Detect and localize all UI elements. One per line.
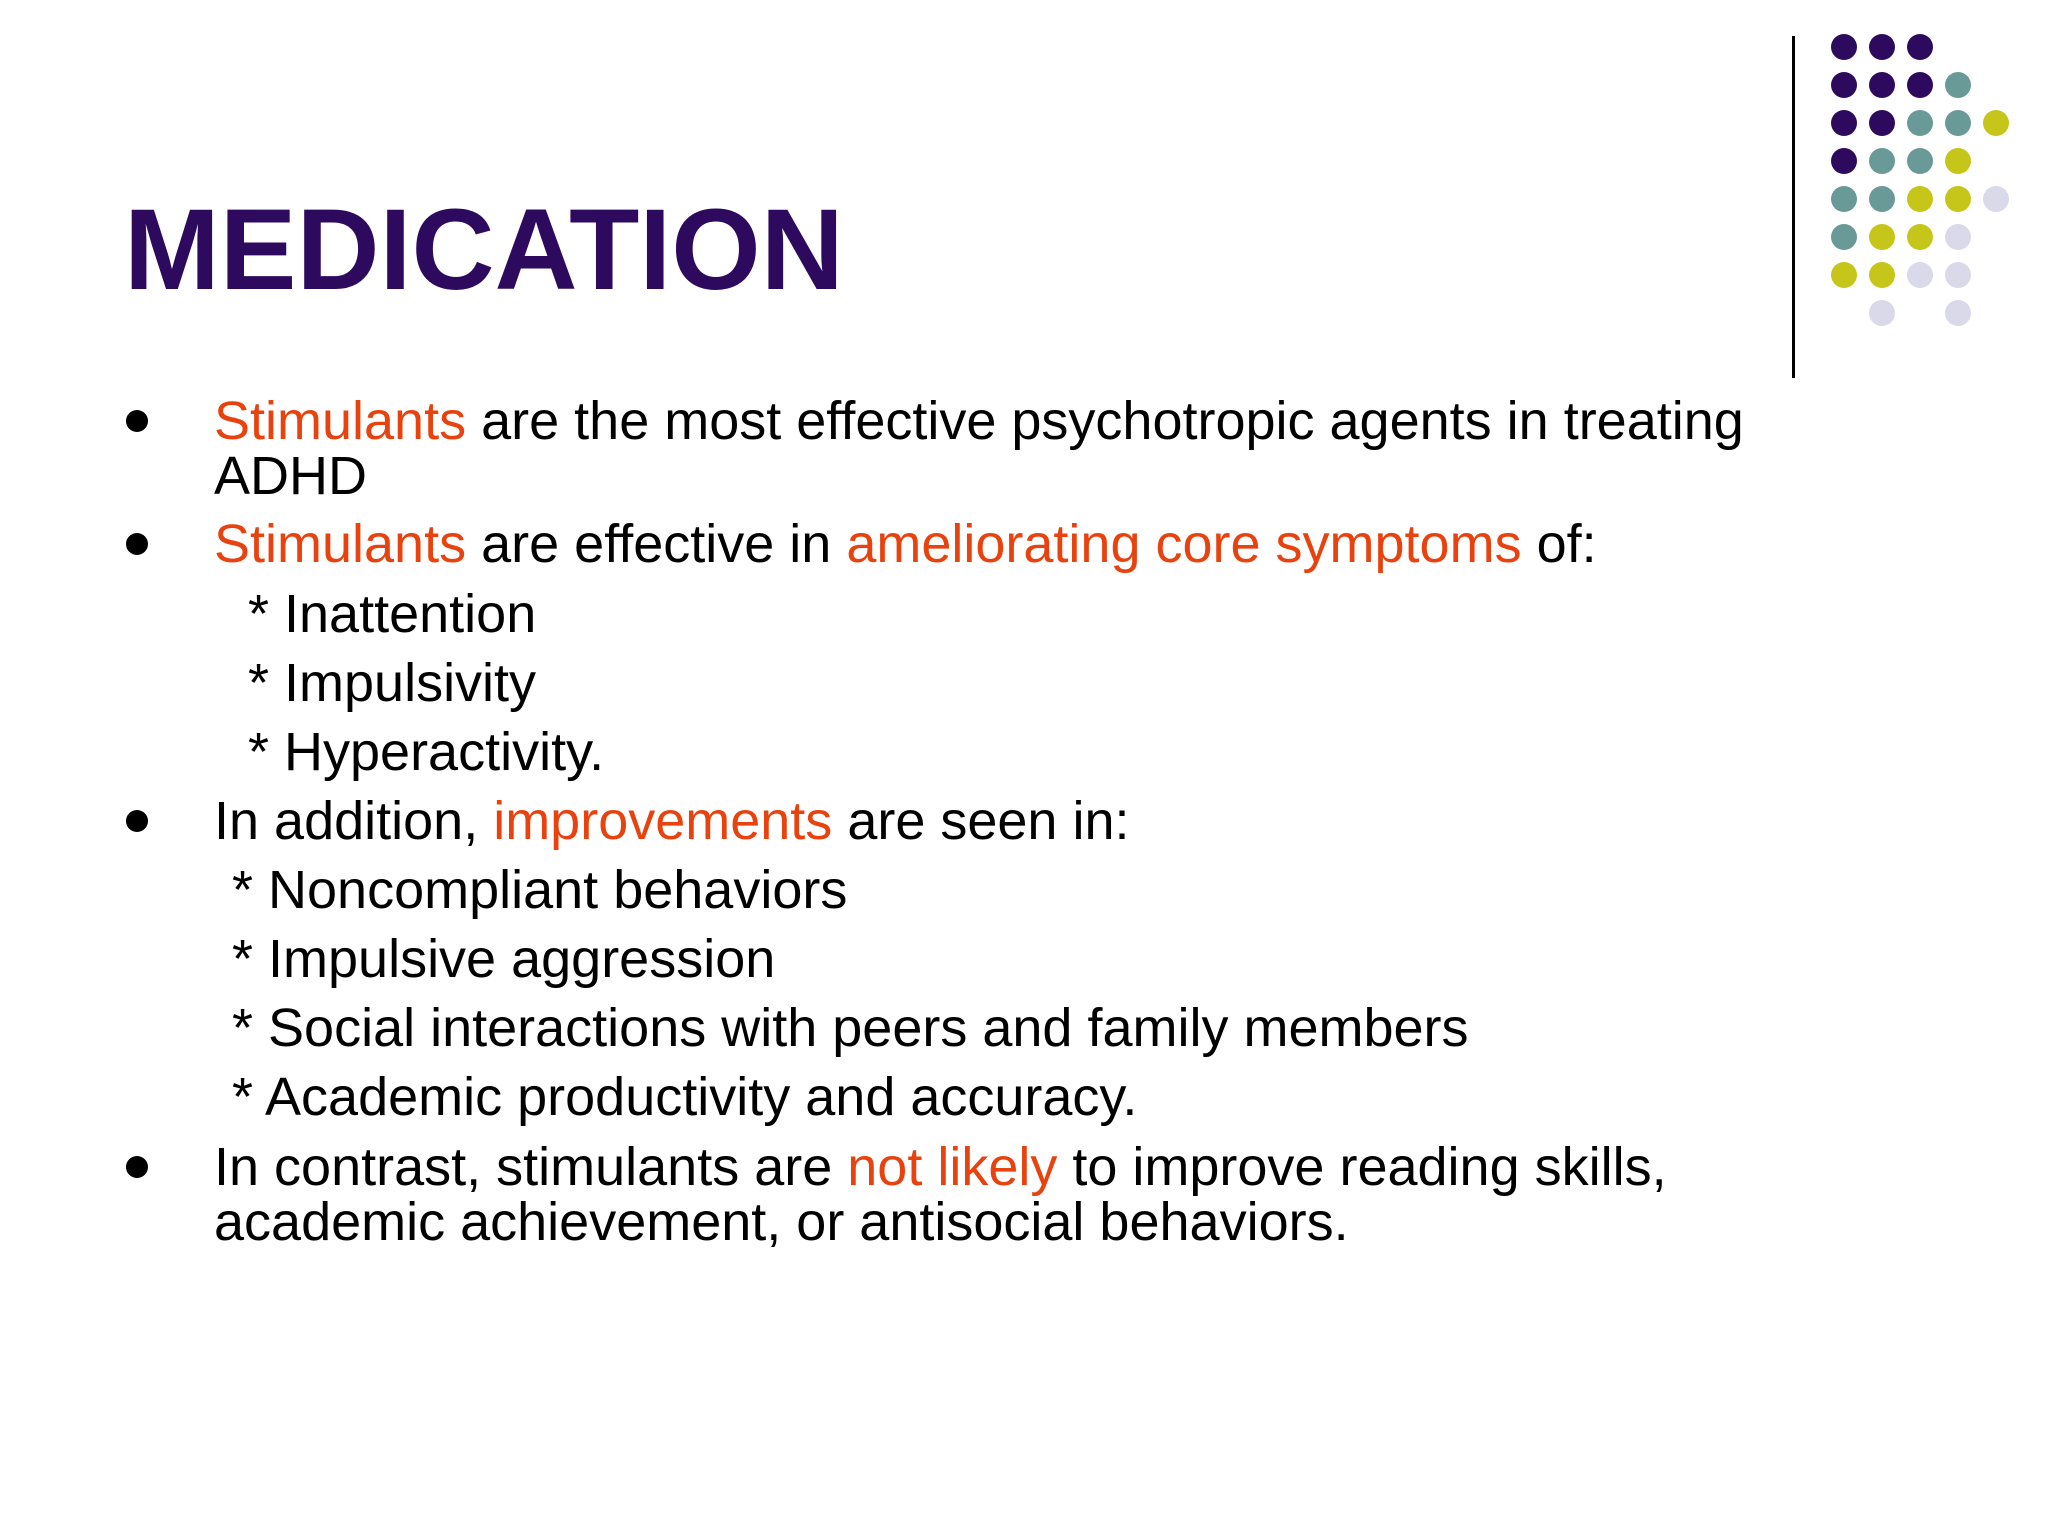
- body-text: are the most effective psychotropic agents in treating: [466, 391, 1744, 451]
- highlight-text: Stimulants: [214, 514, 467, 574]
- body-text: In contrast, stimulants are: [214, 1137, 848, 1197]
- dot-yellow: [1983, 110, 2009, 136]
- bullet-dot: [126, 810, 148, 832]
- dot-lavender: [1945, 300, 1971, 326]
- dot-purple: [1831, 110, 1857, 136]
- dot-lavender: [1945, 224, 1971, 250]
- bullet-1-line-1: [214, 391, 1744, 451]
- dot-purple: [1831, 148, 1857, 174]
- highlight-text: ameliorating core symptoms: [846, 514, 1522, 574]
- divider-line: [1792, 36, 1795, 378]
- sub-item: * Impulsivity: [248, 653, 537, 713]
- dot-teal: [1831, 186, 1857, 212]
- dot-yellow: [1907, 186, 1933, 212]
- bullet-4-line-2: academic achievement, or antisocial behaviors.: [214, 1192, 1349, 1252]
- dot-teal: [1869, 148, 1895, 174]
- highlight-text: improvements: [493, 791, 833, 851]
- bullet-2-line-1: [214, 514, 1597, 574]
- sub-item: * Impulsive aggression: [232, 929, 776, 989]
- body-text: are seen in:: [832, 791, 1130, 851]
- body-text: are effective in: [466, 514, 847, 574]
- body-text: of:: [1521, 514, 1597, 574]
- dot-lavender: [1945, 262, 1971, 288]
- dot-yellow: [1907, 224, 1933, 250]
- slide-title: MEDICATION: [124, 186, 844, 314]
- dot-teal: [1907, 110, 1933, 136]
- sub-item: * Noncompliant behaviors: [232, 860, 848, 920]
- dot-purple: [1869, 110, 1895, 136]
- sub-item: * Social interactions with peers and family members: [232, 998, 1469, 1058]
- body-text: In addition,: [214, 791, 494, 851]
- dot-yellow: [1869, 224, 1895, 250]
- dot-teal: [1869, 186, 1895, 212]
- dot-purple: [1831, 72, 1857, 98]
- sub-item: * Academic productivity and accuracy.: [232, 1067, 1138, 1127]
- dot-yellow: [1945, 148, 1971, 174]
- dot-lavender: [1869, 300, 1895, 326]
- dot-purple: [1869, 34, 1895, 60]
- dot-purple: [1831, 34, 1857, 60]
- body-text: to improve reading skills,: [1057, 1137, 1667, 1197]
- highlight-text: Stimulants: [214, 391, 467, 451]
- dot-purple: [1907, 72, 1933, 98]
- dot-lavender: [1907, 262, 1933, 288]
- dot-purple: [1869, 72, 1895, 98]
- bullet-dot: [126, 533, 148, 555]
- dot-yellow: [1945, 186, 1971, 212]
- highlight-text: not likely: [847, 1137, 1058, 1197]
- dot-yellow: [1831, 262, 1857, 288]
- dot-teal: [1945, 72, 1971, 98]
- dot-lavender: [1983, 186, 2009, 212]
- bullet-1-line-2: ADHD: [214, 446, 368, 506]
- dot-purple: [1907, 34, 1933, 60]
- sub-item: * Hyperactivity.: [248, 722, 605, 782]
- bullet-dot: [126, 410, 148, 432]
- bullet-dot: [126, 1156, 148, 1178]
- bullet-4-line-1: [214, 1137, 1667, 1197]
- dot-teal: [1945, 110, 1971, 136]
- dot-teal: [1907, 148, 1933, 174]
- sub-item: * Inattention: [248, 584, 537, 644]
- bullet-3-line-1: [214, 791, 1130, 851]
- dot-teal: [1831, 224, 1857, 250]
- dot-yellow: [1869, 262, 1895, 288]
